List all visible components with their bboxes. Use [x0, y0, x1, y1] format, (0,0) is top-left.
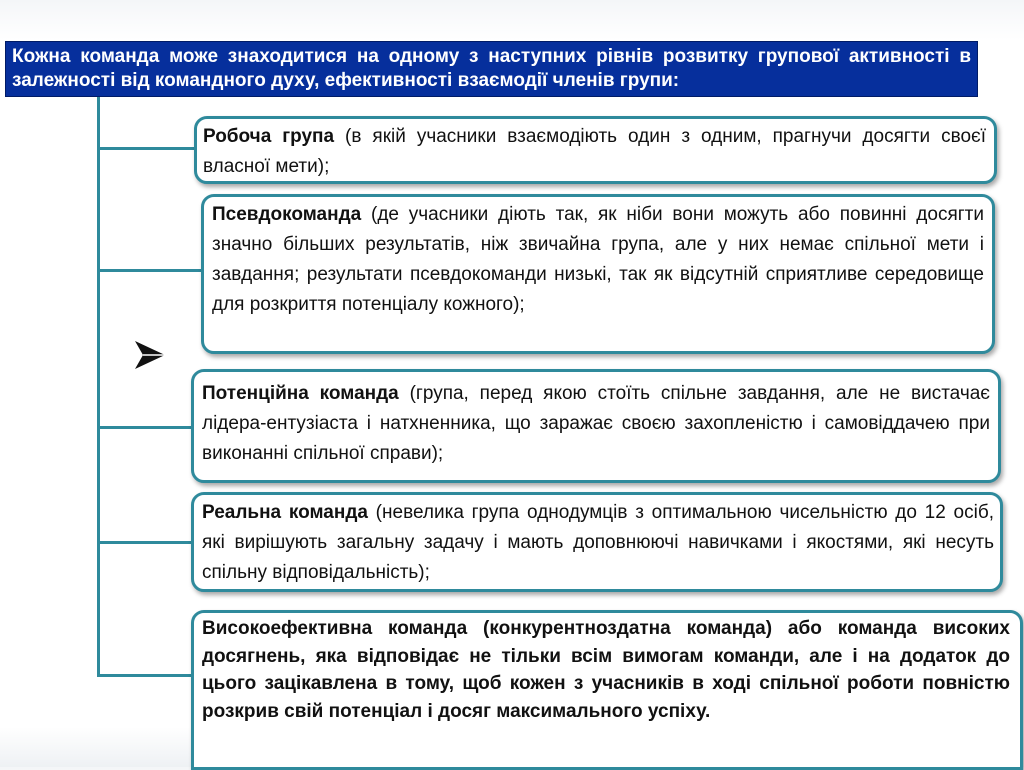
connector-branch-4	[97, 541, 191, 544]
level-box-potential-team	[191, 369, 1001, 483]
level-description: Високоефективна команда (конкурентноздатна команда) або команда високих досягнень, яка відповідає не тільки всім вимогам команди, але і на додаток до цього зацікавлена в тому, щоб кожен з учасників в ході спільної роботи повністю розкрив свій потенціал і досяг максимального успіху.	[202, 618, 1010, 722]
level-term: Потенційна команда	[202, 383, 399, 404]
level-description: (група, перед якою стоїть спільне завдання, але не вистачає лідера-ентузіаста і натхненника, що заражає своєю захопленістю і самовіддачею при виконанні спільної справи);	[202, 383, 990, 464]
level-term: Робоча група	[203, 126, 335, 147]
level-box-real-team	[191, 492, 1003, 592]
level-term: Псевдокоманда	[212, 204, 362, 225]
arrowhead-bullet-icon	[132, 336, 170, 374]
level-description: (де учасники діють так, як ніби вони можуть або повинні досягти значно більших результатів, ніж звичайна група, але у них немає спільної мети і завдання; результати псевдокоманди низькі, так як відсутній сприятливе середовище для розкриття потенціалу кожного);	[212, 204, 984, 315]
connector-branch-2	[97, 269, 201, 272]
level-box-working-group	[194, 116, 997, 184]
level-description: (в якій учасники взаємодіють один з одним, прагнучи досягти своєї власної мети);	[203, 126, 986, 177]
connector-branch-1	[97, 147, 194, 150]
level-term: Реальна команда	[202, 502, 368, 523]
level-description: (невелика група однодумців з оптимальною чисельністю до 12 осіб, які вирішують загальну задачу і мають доповнюючі навичками і якостями, які несуть спільну відповідальність);	[202, 502, 994, 583]
connector-trunk	[97, 97, 100, 676]
header-text: Кожна команда може знаходитися на одному з наступних рівнів розвитку групової активності в залежності від командного духу, ефективності взаємодії членів групи:	[12, 46, 971, 91]
level-box-high-performance-team	[191, 610, 1023, 770]
header-banner	[5, 41, 978, 97]
connector-branch-5	[97, 674, 191, 677]
level-box-pseudo-team	[201, 194, 995, 354]
connector-branch-3	[97, 426, 191, 429]
